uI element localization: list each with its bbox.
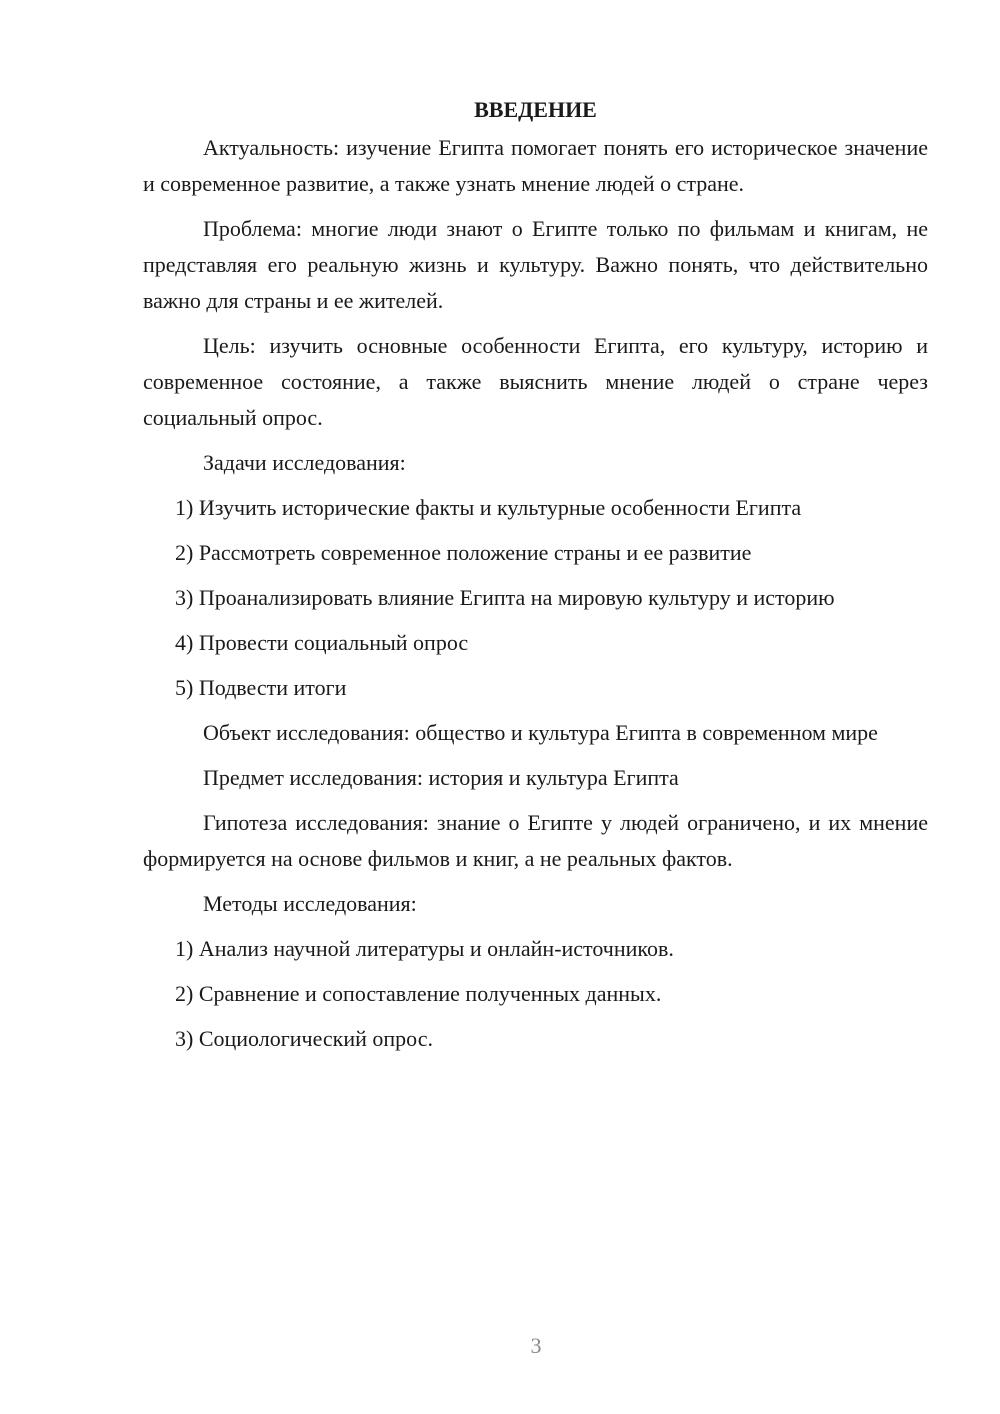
method-item: 2) Сравнение и сопоставление полученных данных. [175,981,662,1006]
relevance-paragraph: Актуальность: изучение Египта помогает понять его историческое значение и современное развитие, а также узнать мнение людей о стране. [143,135,928,196]
object-paragraph: Объект исследования: общество и культура Египта в современном мире [203,720,878,745]
page-number: 3 [530,1333,542,1358]
subject-paragraph: Предмет исследования: история и культура Египта [203,765,679,790]
problem-paragraph: Проблема: многие люди знают о Египте только по фильмам и книгам, не представляя его реальную жизнь и культуру. Важно понять, что действительно важно для страны и ее жителей. [143,216,928,313]
tasks-label: Задачи исследования: [203,450,406,475]
goal-paragraph: Цель: изучить основные особенности Египта, его культуру, историю и современное состояние, а также выяснить мнение людей о стране через социальный опрос. [143,333,928,430]
hypothesis-paragraph: Гипотеза исследования: знание о Египте у людей ограничено, и их мнение формируется на основе фильмов и книг, а не реальных фактов. [143,810,928,871]
methods-list [143,931,928,1057]
task-item: 2) Рассмотреть современное положение страны и ее развитие [175,540,752,565]
method-item: 3) Социологический опрос. [175,1026,433,1051]
method-item: 1) Анализ научной литературы и онлайн-источников. [175,936,674,961]
document-body [143,92,928,1066]
tasks-list [143,490,928,706]
task-item: 1) Изучить исторические факты и культурные особенности Египта [175,495,802,520]
task-item: 5) Подвести итоги [175,675,347,700]
methods-label: Методы исследования: [203,891,417,916]
task-item: 3) Проанализировать влияние Египта на мировую культуру и историю [175,585,835,610]
task-item: 4) Провести социальный опрос [175,630,469,655]
page-title: ВВЕДЕНИЕ [474,97,597,122]
